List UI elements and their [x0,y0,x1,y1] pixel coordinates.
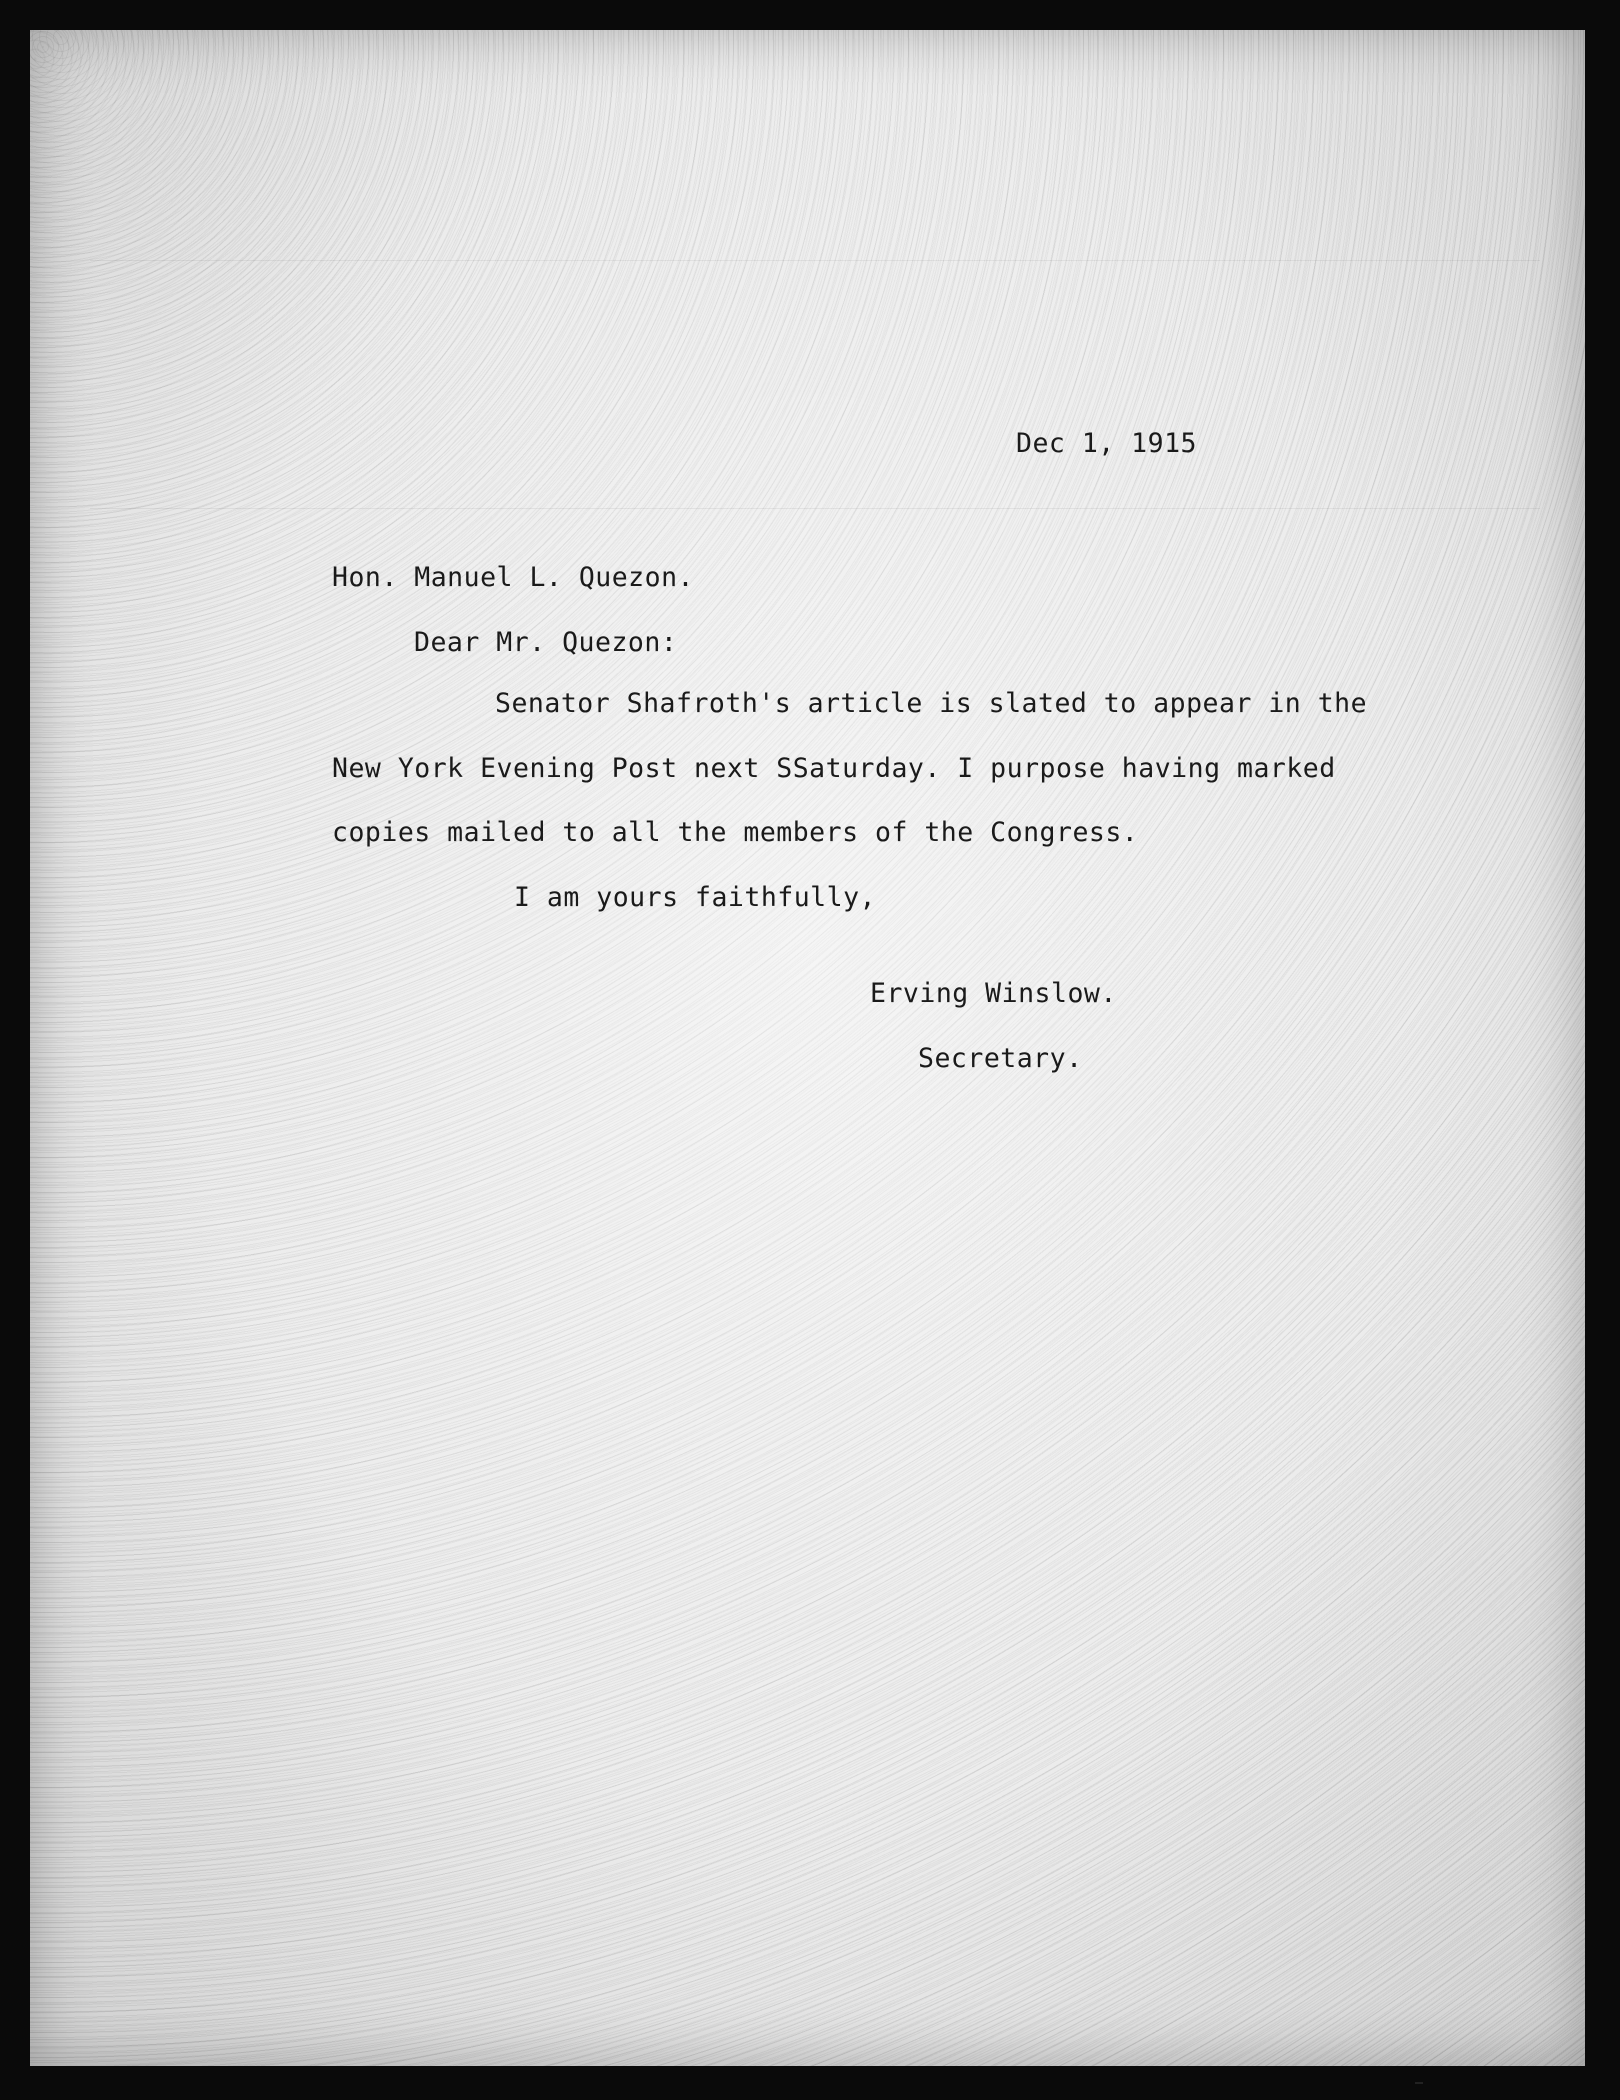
ink-smudge [1415,2082,1423,2084]
letter-body-line: copies mailed to all the members of the Congress. [332,817,1139,848]
signature-title: Secretary. [918,1043,1083,1074]
letter-recipient: Hon. Manuel L. Quezon. [332,562,694,593]
letter-closing: I am yours faithfully, [514,882,876,913]
letter-body-line: New York Evening Post next SSaturday. I purpose having marked [332,753,1336,784]
letter-body-line: Senator Shafroth's article is slated to appear in the [495,688,1368,719]
letter-signature: Erving Winslow. [870,978,1117,1009]
letter-salutation: Dear Mr. Quezon: [414,627,678,658]
paper-fold-line [90,260,1540,261]
letter-date: Dec 1, 1915 [1016,428,1197,459]
paper-fold-line [90,508,1540,509]
letter-page [30,30,1585,2066]
